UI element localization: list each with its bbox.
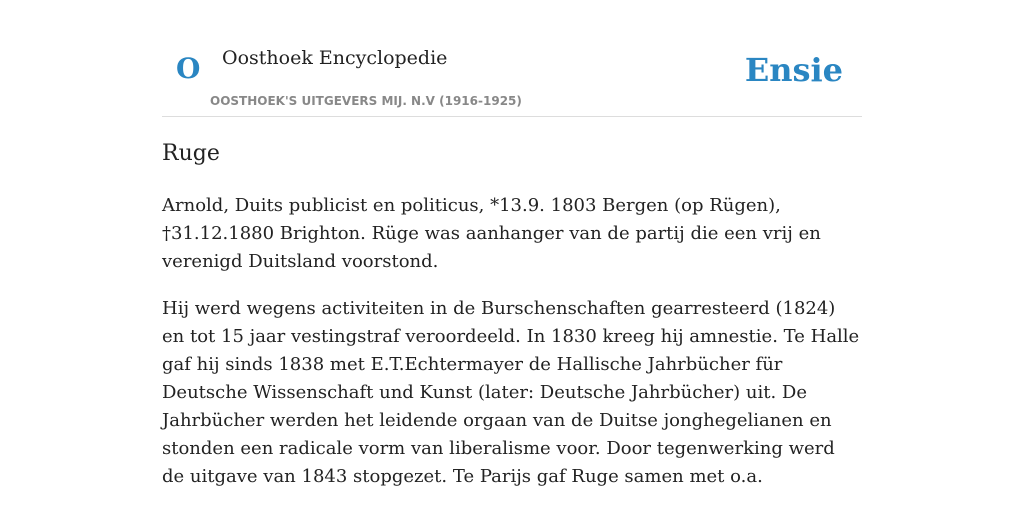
ensie-brand-link[interactable]: Ensie [744,51,843,89]
book-title[interactable]: Oosthoek Encyclopedie [222,47,448,69]
header [162,0,862,117]
article-paragraph: Arnold, Duits publicist en politicus, *13.9. 1803 Bergen (op Rügen), †31.12.1880 Brighton. Rüge was aanhanger van de partij die een vrij en verenigd Duitsland voorstond. [162,195,821,272]
article-paragraph: Hij werd wegens activiteiten in de Burschenschaften gearresteerd (1824) en tot 15 jaar vestingstraf veroordeeld. In 1830 kreeg hij amnestie. Te Halle gaf hij sinds 1838 met E.T.Echtermayer de Hallische Jahrbücher für Deutsche Wissenschaft und Kunst (later: Deutsche Jahrbücher) uit. De Jahrbücher werden het leidende orgaan van de Duitse jonghegelianen en stonden een radicale vorm van liberalisme voor. Door tegenwerking werd de uitgave van 1843 stopgezet. Te Parijs gaf Ruge samen met o.a. [162,298,860,487]
publisher-label: OOSTHOEK'S UITGEVERS MIJ. N.V (1916-1925) [210,94,522,108]
article-title: Ruge [162,141,220,166]
encyclopedia-logo-icon[interactable]: O [176,52,201,85]
article [162,138,862,491]
